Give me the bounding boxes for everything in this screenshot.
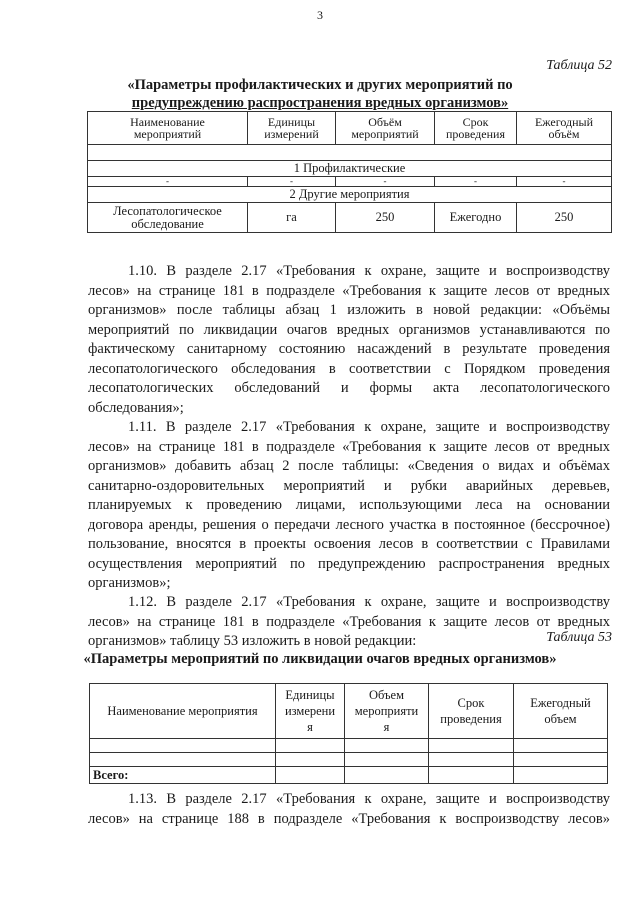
header-volume: Объём мероприятий	[336, 112, 435, 145]
table-53-caption: Таблица 53	[546, 630, 612, 645]
section-2-label: 2 Другие мероприятия	[88, 187, 612, 203]
table-row	[90, 739, 608, 753]
cell-annual: 250	[517, 203, 612, 233]
table-52-title-line-1: «Параметры профилактических и других мероприятий по	[127, 77, 513, 93]
header-name: Наименование мероприятия	[90, 684, 276, 739]
paragraph-1-10: 1.10. В разделе 2.17 «Требования к охране, защите и воспроизводству лесов» на странице 181 в подразделе «Требования к защите лесов от вредных организмов» после таблицы абзац 1 изложить в новой редакции: «Объёмы мероприятий по ликвидации очагов вредных организмов устанавливаются по фактическому санитарному состоянию насаждений в результате проведения лесопатологического обследования в соответствии с Порядком проведения лесопатологических обследований и формы акта лесопатологического обследования»;	[88, 263, 610, 416]
header-units: Единицы измерений	[248, 112, 336, 145]
table-52-title	[0, 76, 640, 112]
header-term: Срок проведения	[435, 112, 517, 145]
total-label: Всего:	[90, 767, 276, 784]
paragraph-1-13: 1.13. В разделе 2.17 «Требования к охране, защите и воспроизводству лесов» на странице 188 в подразделе «Требования к воспроизводству лесов»	[88, 791, 610, 827]
table-52-caption: Таблица 52	[546, 58, 612, 73]
table-52-title-line-2: предупреждению распространения вредных организмов»	[131, 95, 509, 111]
table-row	[88, 145, 612, 161]
table-53	[89, 683, 608, 784]
header-term: Срок проведения	[429, 684, 514, 739]
header-annual: Ежегодный объем	[514, 684, 608, 739]
table-row	[90, 753, 608, 767]
header-volume: Объем мероприяти я	[345, 684, 429, 739]
table-row	[88, 203, 612, 233]
table-53-title: «Параметры мероприятий по ликвидации очагов вредных организмов»	[83, 651, 557, 667]
header-name: Наименование мероприятий	[88, 112, 248, 145]
page-number: 3	[317, 8, 323, 22]
table-53-header-row	[90, 684, 608, 739]
cell-term: Ежегодно	[435, 203, 517, 233]
table-52-header-row	[88, 112, 612, 145]
paragraph-1-12: 1.12. В разделе 2.17 «Требования к охране, защите и воспроизводству лесов» на странице 181 в подразделе «Требования к защите лесов от вредных организмов» таблицу 53 изложить в новой редакции:	[88, 594, 610, 649]
cell-volume: 250	[336, 203, 435, 233]
table-row: - - - - -	[88, 177, 612, 187]
cell-name: Лесопатологическое обследование	[88, 203, 248, 233]
table-52	[87, 111, 612, 233]
table-total-row	[90, 767, 608, 784]
section-1-label: 1 Профилактические	[88, 161, 612, 177]
table-section-row	[88, 187, 612, 203]
paragraph-1-11: 1.11. В разделе 2.17 «Требования к охране, защите и воспроизводству лесов» на странице 181 в подразделе «Требования к защите лесов от вредных организмов» добавить абзац 2 после таблицы: «Сведения о видах и объёмах санитарно-оздоровительных мероприятий и рубки аварийных деревьев, планируемых к проведению лицами, использующими леса на основании договора аренды, решения о передачи лесного участка в постоянное (бессрочное) пользование, вносятся в проекты освоения лесов в соответствии с Правилами осуществления мероприятий по предупреждению распространения вредных организмов»;	[88, 419, 610, 591]
header-annual: Ежегодный объём	[517, 112, 612, 145]
header-units: Единицы измерени я	[276, 684, 345, 739]
table-section-row	[88, 161, 612, 177]
cell-units: га	[248, 203, 336, 233]
